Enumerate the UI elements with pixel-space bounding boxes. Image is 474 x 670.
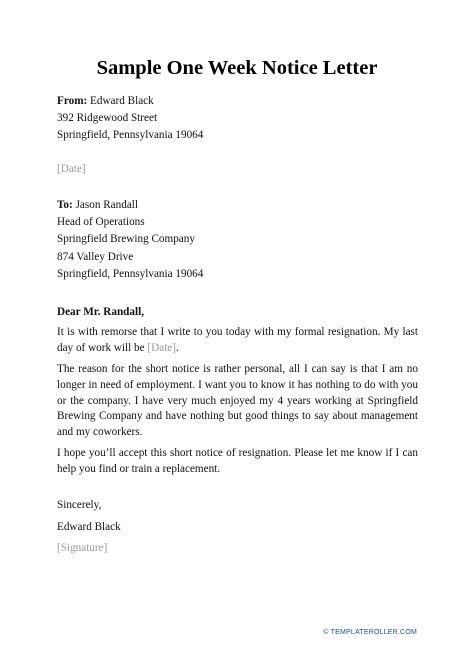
to-title: Head of Operations [57, 216, 145, 228]
signer-name: Edward Black [57, 521, 121, 533]
paragraph-1 [57, 325, 418, 357]
salutation: Dear Mr. Randall, [57, 306, 145, 318]
to-label: To: [57, 199, 73, 211]
footer-site[interactable]: TEMPLATEROLLER.COM [330, 629, 417, 636]
from-line [57, 94, 154, 108]
from-address-line1: 392 Ridgewood Street [57, 112, 158, 124]
date-placeholder-text: Date [60, 163, 82, 175]
closing: Sincerely, [57, 499, 102, 511]
from-label: From: [57, 95, 88, 107]
last-day-placeholder-text: Date [151, 341, 173, 354]
to-address-line1: 874 Valley Drive [57, 251, 134, 263]
document-title: Sample One Week Notice Letter [96, 57, 378, 79]
signature-placeholder: [Signature] [57, 542, 108, 554]
copyright-icon: © [323, 629, 329, 636]
footer-link[interactable] [323, 629, 417, 636]
last-day-placeholder: [Date] [147, 341, 177, 354]
paragraph-2: The reason for the short notice is rather personal, all I can say is that I am no longer in need of employment. I want you to know it has nothing to do with you or the company. I have very much enjoyed my 4 years working at Springfield Brewing Company and have nothing but good things to say about management and my coworkers. [57, 363, 418, 439]
from-address-line2: Springfield, Pennsylvania 19064 [57, 129, 204, 141]
paragraph-3: I hope you’ll accept this short notice of resignation. Please let me know if I can help you find or train a replacement. [57, 447, 418, 475]
to-line [57, 198, 138, 212]
paragraph-1-end: . [176, 341, 179, 354]
from-name: Edward Black [90, 95, 154, 107]
to-company: Springfield Brewing Company [57, 233, 195, 245]
date-placeholder: [Date] [57, 163, 86, 175]
signature-placeholder-text: Signature [60, 542, 104, 554]
paragraph-1-text: It is with remorse that I write to you today with my formal resignation. My last day of work will be [57, 326, 418, 354]
to-address-line2: Springfield, Pennsylvania 19064 [57, 268, 204, 280]
to-name: Jason Randall [75, 199, 139, 211]
